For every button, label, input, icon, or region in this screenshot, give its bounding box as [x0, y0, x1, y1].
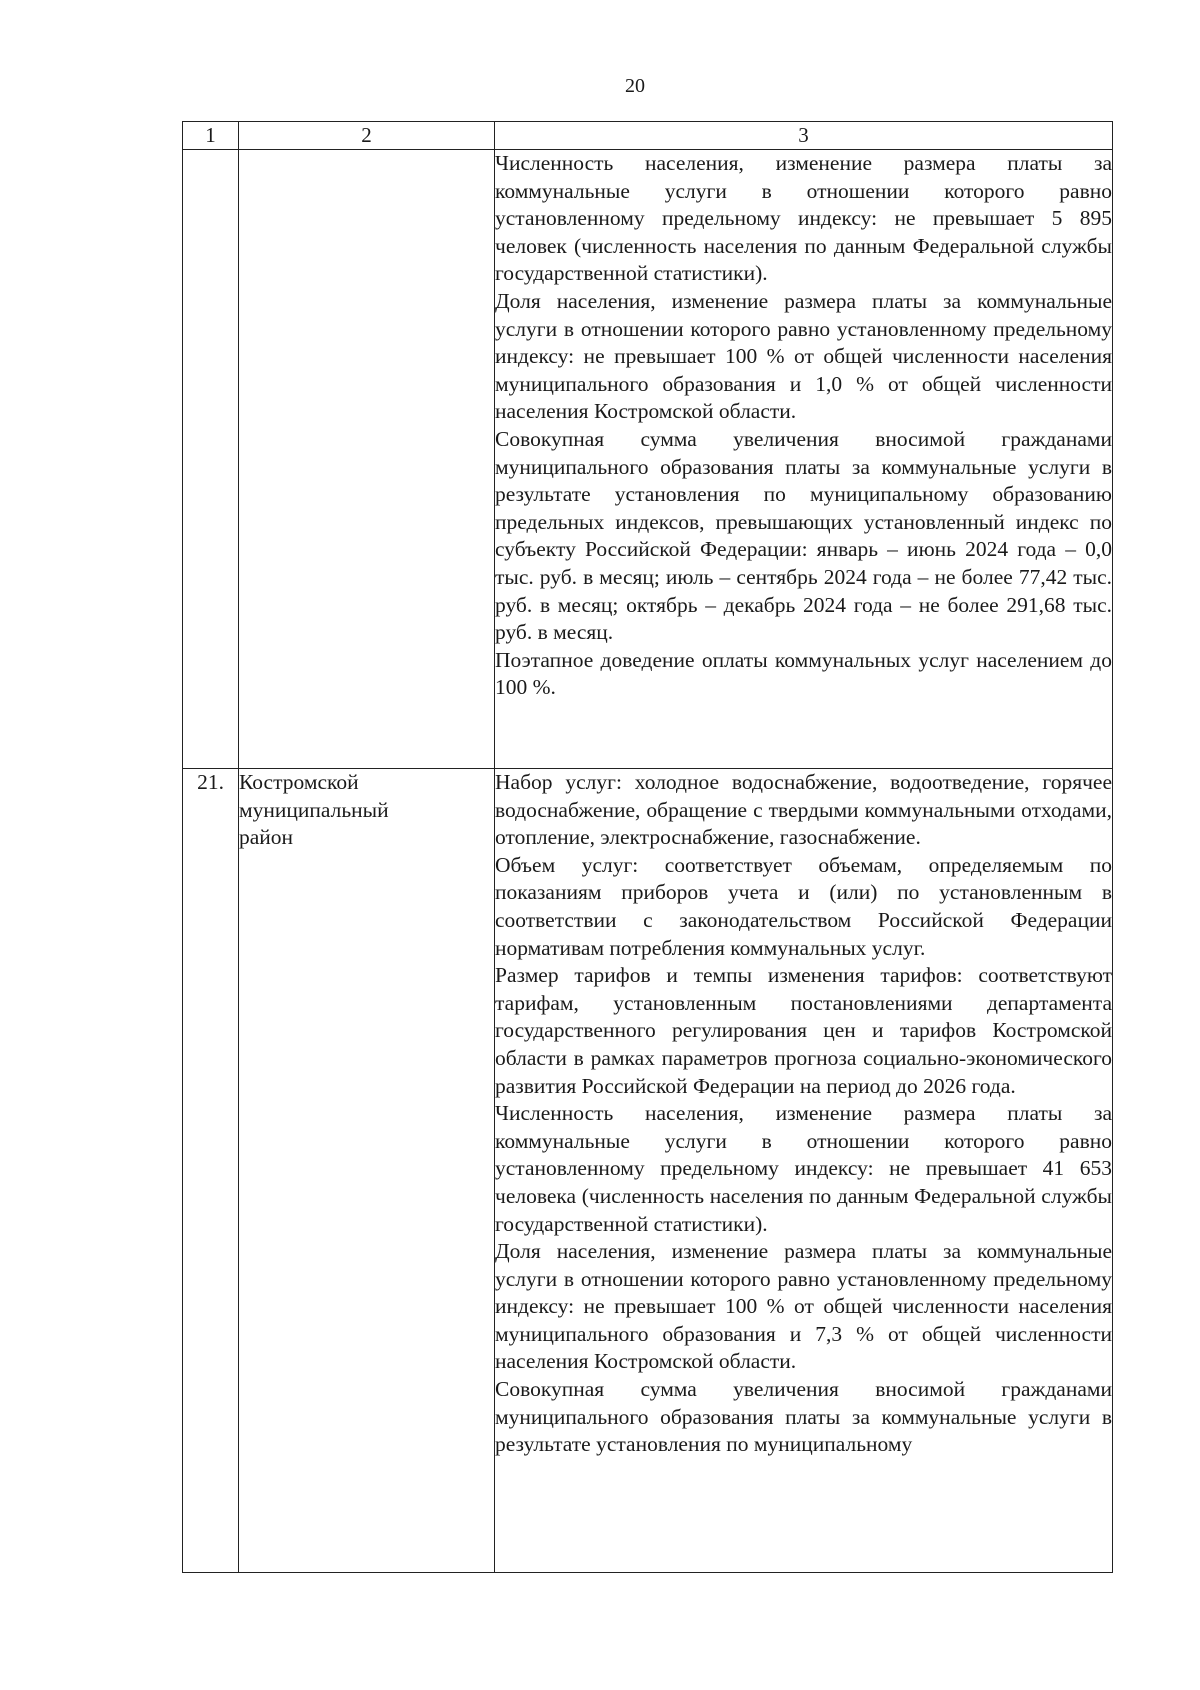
description-paragraph: Численность населения, изменение размера платы за коммунальные услуги в отношении которого равно установленному предельному индексу: не превышает 5 895 человек (численность населения по данным Федеральной службы государственной статистики).	[495, 151, 1112, 286]
page-number: 20	[625, 75, 645, 97]
description-paragraph: Доля населения, изменение размера платы за коммунальные услуги в отношении которого равно установленному предельному индексу: не превышает 100 % от общей численности населения муниципального образования и 1,0 % от общей численности населения Костромской области.	[495, 288, 1112, 424]
description-paragraph: Численность населения, изменение размера платы за коммунальные услуги в отношении которого равно установленному предельному индексу: не превышает 41 653 человека (численность населения по данным Федеральной службы государственной статистики).	[495, 1101, 1112, 1236]
description-cell	[495, 150, 1113, 769]
description-paragraph: Совокупная сумма увеличения вносимой гражданами муниципального образования платы за коммунальные услуги в результате установления по муниципальному	[495, 1377, 1112, 1457]
description-paragraph: Объем услуг: соответствует объемам, определяемым по показаниям приборов учета и (или) по установленным в соответствии с законодательством Российской Федерации нормативам потребления коммунальных услуг.	[495, 852, 1112, 960]
municipality-name-cell	[239, 769, 495, 1573]
description-paragraph: Совокупная сумма увеличения вносимой гражданами муниципального образования платы за коммунальные услуги в результате установления по муниципальному образованию предельных индексов, превышающих установленный индекс по субъекту Российской Федерации: январь – июнь 2024 года – 0,0 тыс. руб. в месяц; июль – сентябрь 2024 года – не более 77,42 тыс. руб. в месяц; октябрь – декабрь 2024 года – не более 291,68 тыс. руб. в месяц.	[495, 426, 1112, 645]
description-paragraph: Доля населения, изменение размера платы за коммунальные услуги в отношении которого равно установленному предельному индексу: не превышает 100 % от общей численности населения муниципального образования и 7,3 % от общей численности населения Костромской области.	[495, 1239, 1112, 1374]
document-table	[182, 121, 1113, 1573]
municipality-name-line: Костромской	[239, 770, 359, 794]
municipality-name-line: район	[239, 825, 294, 850]
row-number-cell: 21.	[183, 769, 239, 1573]
municipality-name-cell	[239, 150, 495, 769]
table-row	[183, 769, 1113, 1573]
row-number-cell	[183, 150, 239, 769]
table-header-row	[183, 122, 1113, 150]
description-paragraph: Размер тарифов и темпы изменения тарифов: соответствуют тарифам, установленным постановлениями департамента государственного регулирования цен и тарифов Костромской области в рамках параметров прогноза социально-экономического развития Российской Федерации на период до 2026 года.	[495, 963, 1112, 1098]
table-row	[183, 150, 1113, 769]
description-paragraph: Поэтапное доведение оплаты коммунальных услуг населением до 100 %.	[495, 647, 1112, 700]
column-header-2: 2	[239, 122, 495, 150]
municipality-name-line: муниципальный	[239, 797, 389, 822]
column-header-3: 3	[495, 122, 1113, 150]
column-header-1: 1	[183, 122, 239, 150]
description-cell	[495, 769, 1113, 1573]
description-paragraph: Набор услуг: холодное водоснабжение, водоотведение, горячее водоснабжение, обращение с твердыми коммунальными отходами, отопление, электроснабжение, газоснабжение.	[495, 770, 1112, 850]
